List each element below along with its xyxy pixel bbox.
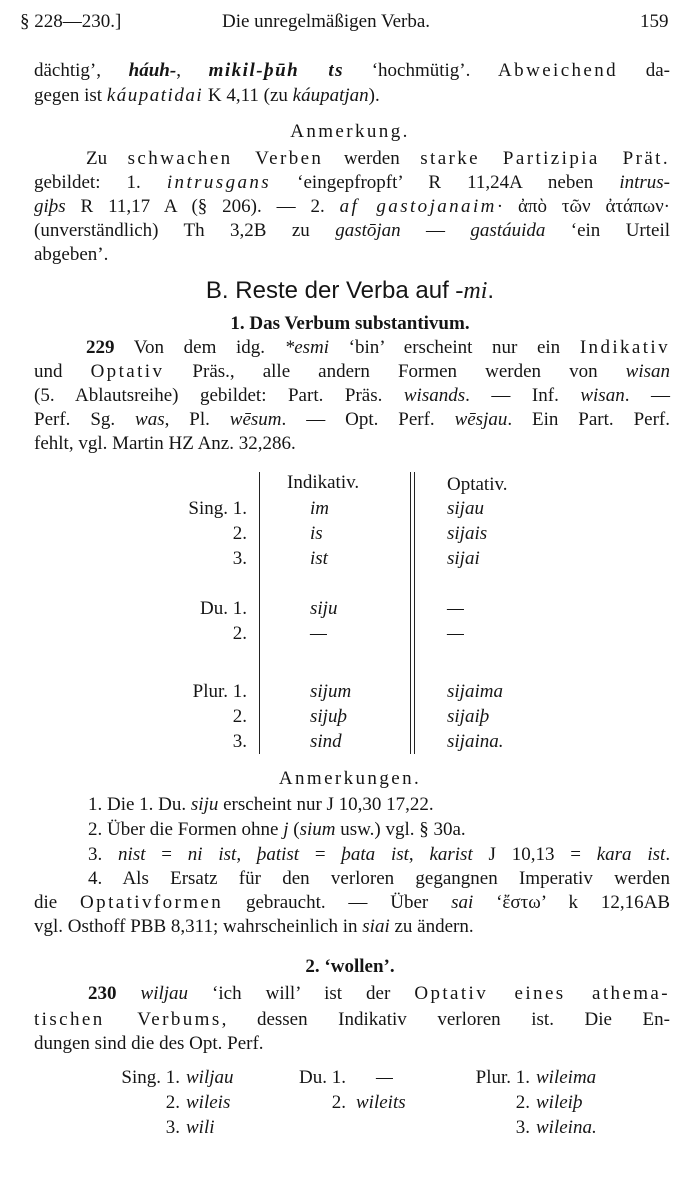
paradigm-row-label: Du. 1. — [200, 598, 247, 619]
section-b-heading: B. Reste der Verba auf -mi. — [205, 277, 495, 304]
paradigm-optativ-form: — — [447, 598, 464, 619]
header-page-number: 159 — [640, 11, 669, 32]
paradigm-row-label: Plur. 1. — [192, 681, 247, 702]
paradigm-optativ-form: sijaina. — [447, 731, 504, 752]
table-divider-left — [259, 472, 260, 754]
wiljau-sing-label: 3. — [165, 1117, 180, 1138]
paradigm-optativ-form: sijais — [447, 523, 488, 544]
paradigm-row-label: 2. — [232, 623, 247, 644]
paradigm-row-label: Sing. 1. — [188, 498, 247, 519]
wiljau-du-form: wileits — [356, 1092, 406, 1113]
wiljau-sing-form: wili — [186, 1117, 215, 1138]
anmerkungen-heading: Anmerkungen. — [278, 768, 422, 789]
wiljau-plur-form: wileima — [536, 1067, 597, 1088]
paradigm-optativ-form: sijaiþ — [447, 706, 490, 727]
para229-line-1: 229 Von dem idg. *esmi ‘bin’ erscheint nur ein Indikativ — [86, 337, 671, 358]
note-4-line-2: die Optativformen gebraucht. — Über sai ‘ἔστω’ k 12,16AB — [34, 892, 671, 913]
wiljau-du-form: — — [376, 1067, 393, 1088]
para229-line-5: fehlt, vgl. Martin HZ Anz. 32,286. — [34, 433, 296, 454]
paradigm-indikativ-form: ist — [310, 548, 328, 569]
para229-line-3: (5. Ablautsreihe) gebildet: Part. Präs. wisands. — Inf. wisan. — — [34, 385, 670, 406]
para229-line-2: und Optativ Präs., alle andern Formen werden von wisan — [34, 361, 671, 382]
para228-line-2: gegen ist káupatidai K 4,11 (zu káupatjan). — [34, 85, 380, 106]
paradigm-indikativ-form: siju — [310, 598, 338, 619]
paradigm-optativ-form: sijai — [447, 548, 480, 569]
subsection-2-heading: 2. ‘wollen’. — [305, 956, 395, 977]
wiljau-plur-label: Plur. 1. — [475, 1067, 530, 1088]
paradigm-indikativ-form: — — [310, 623, 327, 644]
wiljau-du-label: 2. — [331, 1092, 346, 1113]
anmerkung-line-5: abgeben’. — [34, 244, 109, 265]
para228-line-1: dächtig’, háuh-, mikil-þūh ts ‘hochmütig’. Abweichend da- — [34, 60, 670, 81]
note-1: 1. Die 1. Du. siju erscheint nur J 10,30 17,22. — [88, 794, 434, 815]
col-header-indikativ: Indikativ. — [287, 472, 360, 493]
paradigm-optativ-form: sijau — [447, 498, 484, 519]
paradigm-row-label: 2. — [232, 523, 247, 544]
wiljau-plur-label: 2. — [515, 1092, 530, 1113]
paradigm-indikativ-form: sind — [310, 731, 342, 752]
wiljau-sing-label: 2. — [165, 1092, 180, 1113]
note-2: 2. Über die Formen ohne j (sium usw.) vgl. § 30a. — [88, 819, 466, 840]
note-4-line-1: 4. Als Ersatz für den verloren gegangnen Imperativ werden — [88, 868, 670, 889]
anmerkung-line-2: gebildet: 1. intrusgans ‘eingepfropft’ R 11,24A neben intrus- — [34, 172, 671, 193]
col-header-optativ: Optativ. — [447, 474, 508, 495]
wiljau-plur-form: wileina. — [536, 1117, 597, 1138]
paradigm-optativ-form: sijaima — [447, 681, 503, 702]
wiljau-sing-form: wileis — [186, 1092, 231, 1113]
subsection-1-heading: 1. Das Verbum substantivum. — [230, 313, 470, 334]
paradigm-indikativ-form: is — [310, 523, 323, 544]
anmerkung-line-1: Zu schwachen Verben werden starke Partizipia Prät. — [86, 148, 670, 169]
para230-line-3: dungen sind die des Opt. Perf. — [34, 1033, 264, 1054]
anmerkung-heading: Anmerkung. — [290, 121, 410, 142]
para229-line-4: Perf. Sg. was, Pl. wēsum. — Opt. Perf. wēsjau. Ein Part. Perf. — [34, 409, 670, 430]
paradigm-indikativ-form: sijum — [310, 681, 352, 702]
wiljau-plur-form: wileiþ — [536, 1092, 583, 1113]
wiljau-sing-label: Sing. 1. — [121, 1067, 180, 1088]
header-section-range: § 228—230.] — [20, 11, 122, 32]
table-divider-right-b — [414, 472, 415, 754]
anmerkung-line-3: giþs R 11,17 A (§ 206). — 2. af gastojanaim· ἀπὸ τῶν ἀτάπων· — [34, 196, 671, 217]
para230-line-1: 230 wiljau ‘ich will’ ist der Optativ eines athema- — [88, 983, 670, 1004]
wiljau-plur-label: 3. — [515, 1117, 530, 1138]
paradigm-row-label: 3. — [232, 548, 247, 569]
wiljau-du-label: Du. 1. — [299, 1067, 346, 1088]
paradigm-indikativ-form: sijuþ — [310, 706, 347, 727]
note-3: 3. nist = ni ist, þatist = þata ist, karist J 10,13 = kara ist. — [88, 844, 671, 865]
note-4-line-3: vgl. Osthoff PBB 8,311; wahrscheinlich in siai zu ändern. — [34, 916, 474, 937]
paradigm-optativ-form: — — [447, 623, 464, 644]
paradigm-indikativ-form: im — [310, 498, 329, 519]
paradigm-row-label: 2. — [232, 706, 247, 727]
anmerkung-line-4: (unverständlich) Th 3,2B zu gastōjan — gastáuida ‘ein Urteil — [34, 220, 671, 241]
para230-line-2: tischen Verbums, dessen Indikativ verloren ist. Die En- — [34, 1009, 670, 1030]
table-divider-right-a — [410, 472, 411, 754]
paradigm-row-label: 3. — [232, 731, 247, 752]
header-title: Die unregelmäßigen Verba. — [222, 11, 431, 32]
wiljau-sing-form: wiljau — [186, 1067, 234, 1088]
